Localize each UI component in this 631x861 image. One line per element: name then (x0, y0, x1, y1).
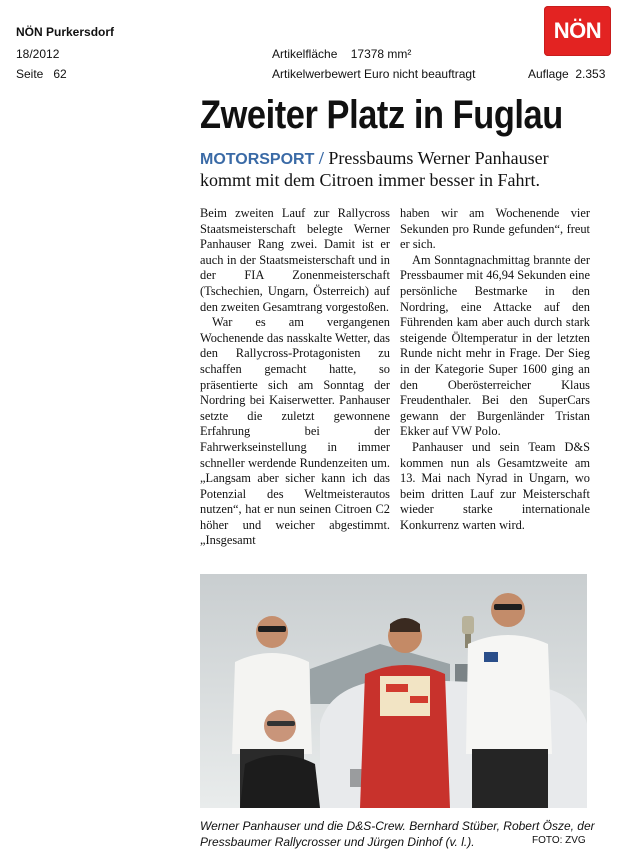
subline-text: Pressbaums Werner Panhauser kommt mit dem Citroen immer besser in Fahrt. (200, 148, 549, 190)
paragraph: Panhauser und sein Team D&S kommen nun als Gesamtzweite am 13. Mai nach Nyrad in Ungarn, wo beim dritten Lauf zur Meisterschaft wieder starke internationale Konkurrenz warten wird. (400, 439, 590, 532)
team-photo (200, 574, 587, 808)
article-headline: Zweiter Platz in Fuglau (200, 93, 563, 137)
issue-number: 18/2012 (16, 47, 60, 61)
page-info (16, 67, 67, 81)
article-subline (200, 148, 600, 191)
circulation (528, 67, 605, 81)
kicker-label: MOTORSPORT (200, 151, 315, 168)
article-area (272, 47, 411, 61)
circulation-label: Auflage (528, 67, 569, 81)
paragraph: Am Sonntagnachmittag brannte der Pressbaumer mit 46,94 Sekunden eine persönliche Bestmarke in den Nordring, eine Attacke auf den Führenden kam aber auch durch stark steigende Öltemperatur in der letzten Runde nicht mehr in Frage. Der Sieg in der Kategorie Super 1600 ging an den Oberösterreicher Klaus Freudenthaler. Bei den SuperCars gewann der Burgenländer Tristan Ekker auf VW Polo. (400, 252, 590, 439)
area-label: Artikelfläche (272, 47, 338, 61)
page-label: Seite (16, 67, 44, 81)
ad-value: Artikelwerbewert Euro nicht beauftragt (272, 67, 476, 81)
circulation-value: 2.353 (575, 67, 606, 81)
publication-name: NÖN Purkersdorf (16, 25, 115, 39)
paragraph: Beim zweiten Lauf zur Rallycross Staatsmeisterschaft belegte Werner Panhauser Rang zwei. Damit ist er auch in der Staatsmeisterschaft und in der FIA Zonenmeisterschaft (Tschechien, Ungarn, Österreich) auf den zweiten Gesamtrang vorgestoßen. (200, 206, 390, 314)
area-value: 17378 mm² (350, 47, 412, 61)
photo-credit: FOTO: ZVG (532, 835, 586, 846)
article-column-2 (400, 206, 590, 533)
paragraph: haben wir am Wochenende vier Sekunden pro Runde gefunden“, freut er sich. (400, 206, 590, 252)
team-photo-illustration (200, 574, 587, 808)
paragraph: War es am vergangenen Wochenende das nasskalte Wetter, das den Rallycross-Protagonisten zu schaffen gemacht hatte, so präsentierte sich am Sonntag der Nordring bei Kaiserwetter. Panhauser setzte die zuletzt gewonnene Erfahrung bei der Fahrwerkseinstellung in immer schneller werdende Rundenzeiten um. „Langsam aber sicher kann ich das Potenzial des Weltmeisterautos nutzen“, hat er nun seinen Citroen C2 höher und weicher abgestimmt. „Insgesamt (200, 315, 390, 548)
page-number: 62 (53, 67, 67, 81)
article-column-1 (200, 206, 390, 549)
kicker-separator: / (318, 148, 324, 168)
photo-caption: Werner Panhauser und die D&S-Crew. Bernhard Stüber, Robert Ösze, der Pressbaumer Rallycrosser und Jürgen Dinhof (v. l.). (200, 819, 595, 849)
noen-logo (544, 6, 611, 56)
logo-text: NÖN (553, 18, 602, 43)
